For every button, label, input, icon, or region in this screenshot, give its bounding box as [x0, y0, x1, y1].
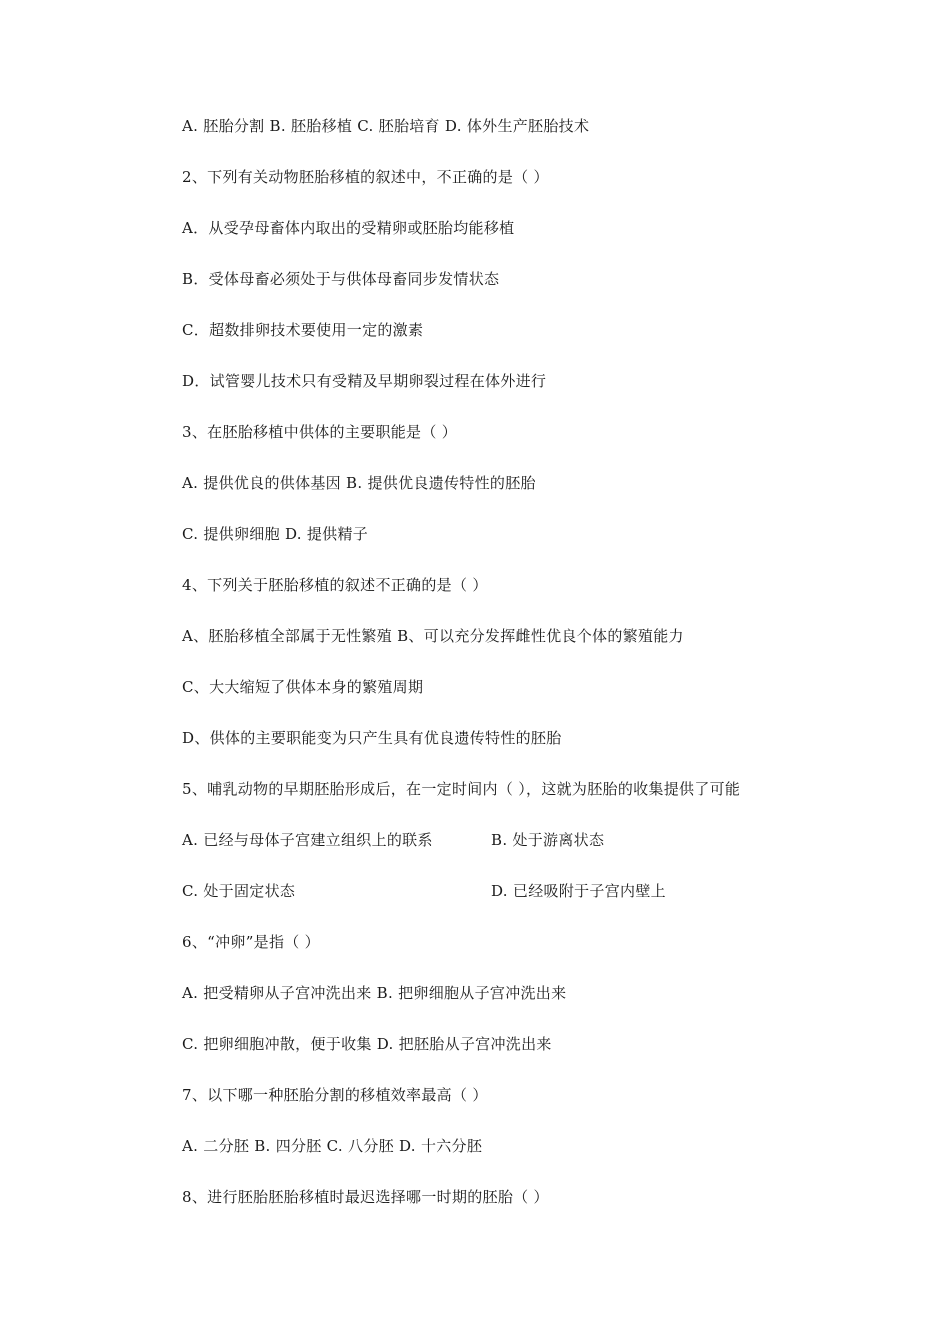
q2-option-c: C．超数排卵技术要使用一定的激素 [182, 321, 424, 339]
q4-options-ab: A、胚胎移植全部属于无性繁殖 B、可以充分发挥雌性优良个体的繁殖能力 [182, 627, 684, 645]
q3-options-cd: C. 提供卵细胞 D. 提供精子 [182, 525, 369, 543]
q2-stem: 2、下列有关动物胚胎移植的叙述中，不正确的是（ ） [182, 168, 549, 186]
q8-stem: 8、进行胚胎胚胎移植时最迟选择哪一时期的胚胎（ ） [182, 1188, 549, 1206]
q4-stem: 4、下列关于胚胎移植的叙述不正确的是（ ） [182, 576, 488, 594]
q3-options-ab: A. 提供优良的供体基因 B. 提供优良遗传特性的胚胎 [182, 474, 536, 492]
q1-options: A. 胚胎分割 B. 胚胎移植 C. 胚胎培育 D. 体外生产胚胎技术 [182, 117, 590, 135]
q6-stem: 6、“冲卵”是指（ ） [182, 933, 320, 951]
q5-option-c: C. 处于固定状态 [182, 882, 296, 900]
q5-option-a: A. 已经与母体子宫建立组织上的联系 [182, 831, 433, 849]
q4-option-d: D、供体的主要职能变为只产生具有优良遗传特性的胚胎 [182, 729, 562, 747]
q5-option-b: B. 处于游离状态 [491, 831, 605, 849]
q7-stem: 7、以下哪一种胚胎分割的移植效率最高（ ） [182, 1086, 488, 1104]
q3-stem: 3、在胚胎移植中供体的主要职能是（ ） [182, 423, 458, 441]
q5-option-d: D. 已经吸附于子宫内壁上 [491, 882, 666, 900]
q7-options: A. 二分胚 B. 四分胚 C. 八分胚 D. 十六分胚 [182, 1137, 483, 1155]
q2-option-d: D．试管婴儿技术只有受精及早期卵裂过程在体外进行 [182, 372, 547, 390]
q6-options-ab: A. 把受精卵从子宫冲洗出来 B. 把卵细胞从子宫冲洗出来 [182, 984, 567, 1002]
q2-option-b: B．受体母畜必须处于与供体母畜同步发情状态 [182, 270, 500, 288]
q6-options-cd: C. 把卵细胞冲散，便于收集 D. 把胚胎从子宫冲洗出来 [182, 1035, 552, 1053]
q5-stem: 5、哺乳动物的早期胚胎形成后，在一定时间内（ ），这就为胚胎的收集提供了可能 [182, 780, 741, 798]
q4-option-c: C、大大缩短了供体本身的繁殖周期 [182, 678, 424, 696]
q2-option-a: A．从受孕母畜体内取出的受精卵或胚胎均能移植 [182, 219, 515, 237]
